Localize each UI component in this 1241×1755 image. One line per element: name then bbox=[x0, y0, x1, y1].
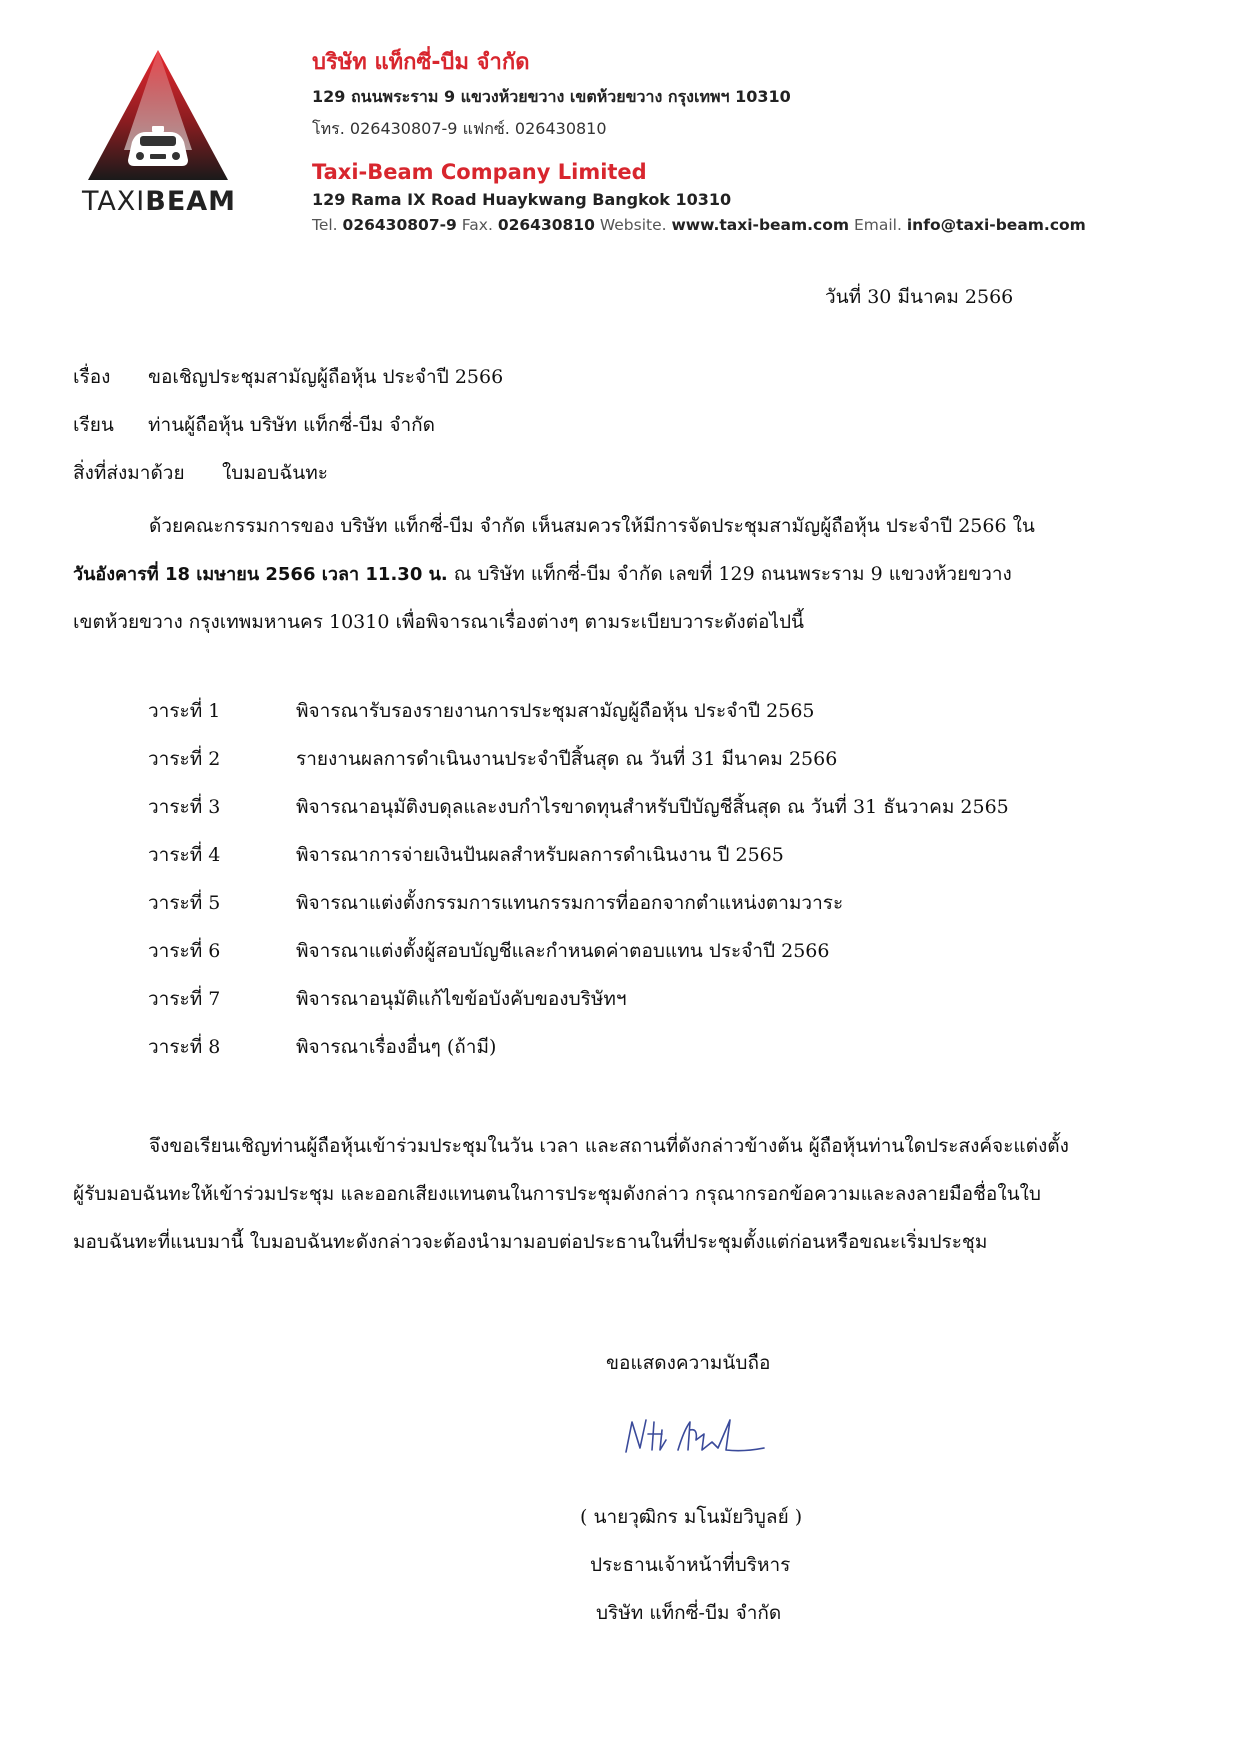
contact-line bbox=[312, 216, 1086, 234]
letterhead bbox=[312, 44, 1086, 234]
address-th: 129 ถนนพระราม 9 แขวงห้วยขวาง เขตห้วยขวาง กรุงเทพฯ 10310 bbox=[312, 87, 791, 106]
intro-line-3: เขตห้วยขวาง กรุงเทพมหานคร 10310 เพื่อพิจารณาเรื่องต่างๆ ตามระเบียบวาระดังต่อไปนี้ bbox=[73, 611, 805, 633]
tel-value: 026430807-9 bbox=[342, 216, 457, 234]
agenda-list bbox=[148, 696, 1098, 1080]
intro-line-1: ด้วยคณะกรรมการของ บริษัท แท็กซี่-บีม จำกัด เห็นสมควรให้มีการจัดประชุมสามัญผู้ถือหุ้น ประจำปี 2566 ใน bbox=[149, 515, 1035, 537]
agenda-item bbox=[148, 936, 1098, 984]
phone-th: โทร. 026430807-9 แฟกซ์. 026430810 bbox=[312, 119, 607, 138]
signer-position: ประธานเจ้าหน้าที่บริหาร bbox=[590, 1554, 791, 1576]
agenda-item bbox=[148, 792, 1098, 840]
invitation-line-1: จึงขอเรียนเชิญท่านผู้ถือหุ้นเข้าร่วมประชุมในวัน เวลา และสถานที่ดังกล่าวข้างต้น ผู้ถือหุ้นท่านใดประสงค์จะแต่งตั้ง bbox=[149, 1135, 1069, 1157]
invitation-line-3: มอบฉันทะที่แนบมานี้ ใบมอบฉันทะดังกล่าวจะต้องนำมามอบต่อประธานในที่ประชุมตั้งแต่ก่อนหรือขณะเริ่มประชุม bbox=[73, 1231, 988, 1253]
tel-label: Tel. bbox=[312, 216, 338, 234]
website-label: Website. bbox=[599, 216, 667, 234]
signature-icon bbox=[618, 1400, 768, 1470]
logo-wordmark: TAXIBEAM bbox=[81, 186, 237, 217]
meeting-location: ณ บริษัท แท็กซี่-บีม จำกัด เลขที่ 129 ถนนพระราม 9 แขวงห้วยขวาง bbox=[447, 563, 1012, 585]
letter-date: วันที่ 30 มีนาคม 2566 bbox=[825, 286, 1014, 308]
signer-company: บริษัท แท็กซี่-บีม จำกัด bbox=[596, 1602, 782, 1624]
meeting-datetime: วันอังคารที่ 18 เมษายน 2566 เวลา 11.30 น. bbox=[73, 564, 448, 585]
agenda-text: พิจารณารับรองรายงานการประชุมสามัญผู้ถือหุ้น ประจำปี 2565 bbox=[296, 700, 815, 722]
taxibeam-logo bbox=[70, 50, 240, 220]
agenda-text: พิจารณาเรื่องอื่นๆ (ถ้ามี) bbox=[296, 1036, 497, 1058]
agenda-text: พิจารณาอนุมัติงบดุลและงบกำไรขาดทุนสำหรับปีบัญชีสิ้นสุด ณ วันที่ 31 ธันวาคม 2565 bbox=[296, 796, 1009, 818]
taxi-triangle-icon bbox=[88, 50, 228, 180]
enclosure-label: สิ่งที่ส่งมาด้วย bbox=[73, 462, 185, 484]
agenda-number: วาระที่ 7 bbox=[148, 988, 221, 1010]
agenda-text: รายงานผลการดำเนินงานประจำปีสิ้นสุด ณ วันที่ 31 มีนาคม 2566 bbox=[296, 748, 838, 770]
recipient-text: ท่านผู้ถือหุ้น บริษัท แท็กซี่-บีม จำกัด bbox=[148, 414, 435, 436]
agenda-text: พิจารณาการจ่ายเงินปันผลสำหรับผลการดำเนินงาน ปี 2565 bbox=[296, 844, 784, 866]
subject-text: ขอเชิญประชุมสามัญผู้ถือหุ้น ประจำปี 2566 bbox=[148, 366, 504, 388]
enclosure-text: ใบมอบฉันทะ bbox=[222, 462, 328, 484]
agenda-item bbox=[148, 888, 1098, 936]
agenda-number: วาระที่ 2 bbox=[148, 748, 221, 770]
agenda-number: วาระที่ 1 bbox=[148, 700, 221, 722]
agenda-number: วาระที่ 3 bbox=[148, 796, 221, 818]
subject-label: เรื่อง bbox=[73, 366, 111, 388]
address-en: 129 Rama IX Road Huaykwang Bangkok 10310 bbox=[312, 190, 732, 209]
signer-name: ( นายวุฒิกร มโนมัยวิบูลย์ ) bbox=[580, 1506, 803, 1528]
agenda-number: วาระที่ 4 bbox=[148, 844, 221, 866]
invitation-paragraph bbox=[73, 1122, 1118, 1266]
invitation-line-2: ผู้รับมอบฉันทะให้เข้าร่วมประชุม และออกเสียงแทนตนในการประชุมดังกล่าว กรุณากรอกข้อความและลงลายมือชื่อในใบ bbox=[73, 1183, 1041, 1205]
intro-paragraph bbox=[73, 502, 1118, 646]
agenda-item bbox=[148, 696, 1098, 744]
agenda-text: พิจารณาแต่งตั้งผู้สอบบัญชีและกำหนดค่าตอบแทน ประจำปี 2566 bbox=[296, 940, 830, 962]
email-value: info@taxi-beam.com bbox=[906, 216, 1086, 234]
agenda-item bbox=[148, 840, 1098, 888]
email-label: Email. bbox=[853, 216, 902, 234]
website-value: www.taxi-beam.com bbox=[671, 216, 850, 234]
agenda-text: พิจารณาอนุมัติแก้ไขข้อบังคับของบริษัทฯ bbox=[296, 988, 627, 1010]
agenda-number: วาระที่ 5 bbox=[148, 892, 221, 914]
fax-label: Fax. bbox=[461, 216, 493, 234]
agenda-number: วาระที่ 6 bbox=[148, 940, 221, 962]
agenda-item bbox=[148, 1032, 1098, 1080]
company-name-th: บริษัท แท็กซี่-บีม จำกัด bbox=[312, 50, 530, 75]
company-name-en: Taxi-Beam Company Limited bbox=[312, 160, 647, 184]
agenda-item bbox=[148, 984, 1098, 1032]
recipient-label: เรียน bbox=[73, 414, 114, 436]
agenda-item bbox=[148, 744, 1098, 792]
agenda-text: พิจารณาแต่งตั้งกรรมการแทนกรรมการที่ออกจากตำแหน่งตามวาระ bbox=[296, 892, 844, 914]
intro-line-2 bbox=[73, 550, 1118, 598]
fax-value: 026430810 bbox=[497, 216, 595, 234]
closing-text: ขอแสดงความนับถือ bbox=[606, 1352, 771, 1374]
agenda-number: วาระที่ 8 bbox=[148, 1036, 221, 1058]
